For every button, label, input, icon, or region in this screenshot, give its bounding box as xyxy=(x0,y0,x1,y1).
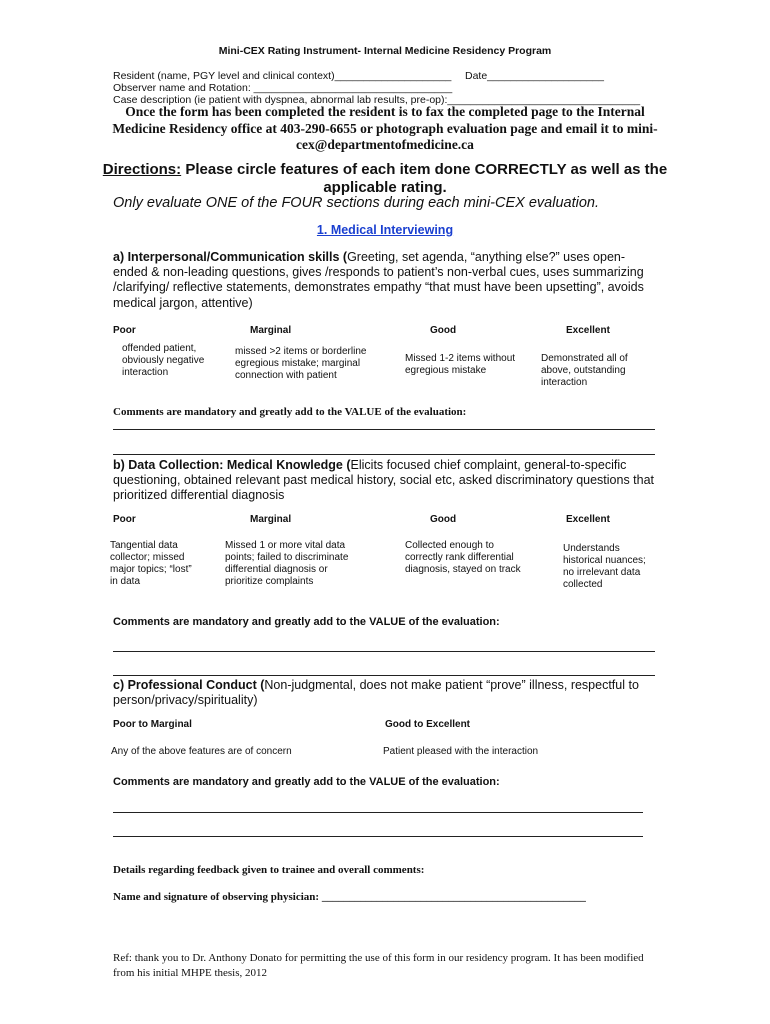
item-b-description xyxy=(113,458,658,504)
item-b-excellent-description[interactable]: Understands historical nuances; no irrelevant data collected xyxy=(563,543,646,590)
date-field[interactable]: Date____________________ xyxy=(465,70,604,82)
item-a-poor-description[interactable]: offended patient, obviously negative interaction xyxy=(122,343,205,378)
rating-c-poor-to-marginal[interactable]: Poor to Marginal xyxy=(113,719,192,730)
directions-text: Please circle features of each item done CORRECTLY as well as the applicable rating. xyxy=(181,161,668,196)
rating-b-poor[interactable]: Poor xyxy=(113,514,136,525)
directions-only-note: Only evaluate ONE of the FOUR sections during each mini-CEX evaluation. xyxy=(113,195,599,211)
item-b-poor-description[interactable]: Tangential data collector; missed major topics; “lost” in data xyxy=(110,540,192,587)
observer-field[interactable]: Observer name and Rotation: __________________________________ xyxy=(113,82,453,94)
item-a-detail: Greeting, set agenda, “anything else?” uses open-ended & non-leading questions, gives /responds to patient’s non-verbal cues, uses summarizing /clarifying/ reflective statements, demonstrates empathy “that must have been upsetting”, avoids medical jargon, attentive) xyxy=(113,250,644,310)
item-a-comment-line-2[interactable] xyxy=(113,454,655,455)
rating-a-marginal[interactable]: Marginal xyxy=(250,325,292,336)
item-c-poor-description[interactable]: Any of the above features are of concern xyxy=(111,746,292,757)
directions-lead: Directions: xyxy=(102,161,182,178)
item-b-good-description[interactable]: Collected enough to correctly rank differential diagnosis, stayed on track xyxy=(405,540,521,575)
item-a-excellent-description[interactable]: Demonstrated all of above, outstanding interaction xyxy=(541,353,628,388)
rating-a-poor[interactable]: Poor xyxy=(113,325,136,336)
rating-b-good[interactable]: Good xyxy=(430,514,457,525)
item-a-good-description[interactable]: Missed 1-2 items without egregious mistake xyxy=(405,353,516,376)
case-description-field[interactable]: Case description (ie patient with dyspnea, abnormal lab results, pre-op):_________________________________ xyxy=(113,94,641,106)
item-a-heading: a) Interpersonal/Communication skills ( xyxy=(113,250,348,264)
section-title-medical-interviewing: 1. Medical Interviewing xyxy=(316,223,454,237)
item-b-comment-line[interactable] xyxy=(113,651,655,652)
item-a-comment-line[interactable] xyxy=(113,429,655,430)
item-a-description xyxy=(113,250,658,311)
item-b-comment-line-2[interactable] xyxy=(113,675,655,676)
item-c-detail: Non-judgmental, does not make patient “prove” illness, respectful to person/privacy/spirituality) xyxy=(113,678,639,708)
fax-notice: Once the form has been completed the resident is to fax the completed page to the Internal Medicine Residency office at 403-290-6655 or photograph evaluation page and email it to mini-cex@departmentofmedicine.ca xyxy=(112,104,658,152)
item-c-comment-line[interactable] xyxy=(113,812,643,813)
item-b-marginal-description[interactable]: Missed 1 or more vital data points; failed to discriminate differential diagnosis or prioritize complaints xyxy=(225,540,349,587)
rating-a-excellent[interactable]: Excellent xyxy=(566,325,610,336)
item-a-comments-label: Comments are mandatory and greatly add to the VALUE of the evaluation: xyxy=(113,406,467,418)
resident-field[interactable]: Resident (name, PGY level and clinical context)____________________ xyxy=(113,70,452,82)
item-c-comments-label: Comments are mandatory and greatly add to the VALUE of the evaluation: xyxy=(113,776,500,788)
signature-field[interactable]: Name and signature of observing physician: ________________________________________________ xyxy=(113,891,586,903)
item-c-good-description[interactable]: Patient pleased with the interaction xyxy=(383,746,539,757)
rating-c-good-to-excellent[interactable]: Good to Excellent xyxy=(385,719,471,730)
item-c-heading: c) Professional Conduct ( xyxy=(113,678,265,692)
item-c-comment-line-2[interactable] xyxy=(113,836,643,837)
item-b-comments-label: Comments are mandatory and greatly add to the VALUE of the evaluation: xyxy=(113,616,500,628)
reference-note: Ref: thank you to Dr. Anthony Donato for permitting the use of this form in our residency program. It has been modified from his initial MHPE thesis, 2012 xyxy=(113,952,644,979)
item-c-description xyxy=(113,678,658,708)
rating-a-good[interactable]: Good xyxy=(430,325,457,336)
item-a-marginal-description[interactable]: missed >2 items or borderline egregious mistake; marginal connection with patient xyxy=(235,346,367,381)
rating-b-excellent[interactable]: Excellent xyxy=(566,514,610,525)
rating-b-marginal[interactable]: Marginal xyxy=(250,514,292,525)
feedback-label: Details regarding feedback given to trainee and overall comments: xyxy=(113,864,425,876)
directions xyxy=(100,161,670,197)
item-b-detail: Elicits focused chief complaint, general-to-specific questioning, obtained relevant past medical history, social etc, asked discriminatory questions that prioritized differential diagnosis xyxy=(113,458,655,503)
form-title: Mini-CEX Rating Instrument- Internal Medicine Residency Program xyxy=(218,45,552,57)
item-b-heading: b) Data Collection: Medical Knowledge ( xyxy=(113,458,351,472)
